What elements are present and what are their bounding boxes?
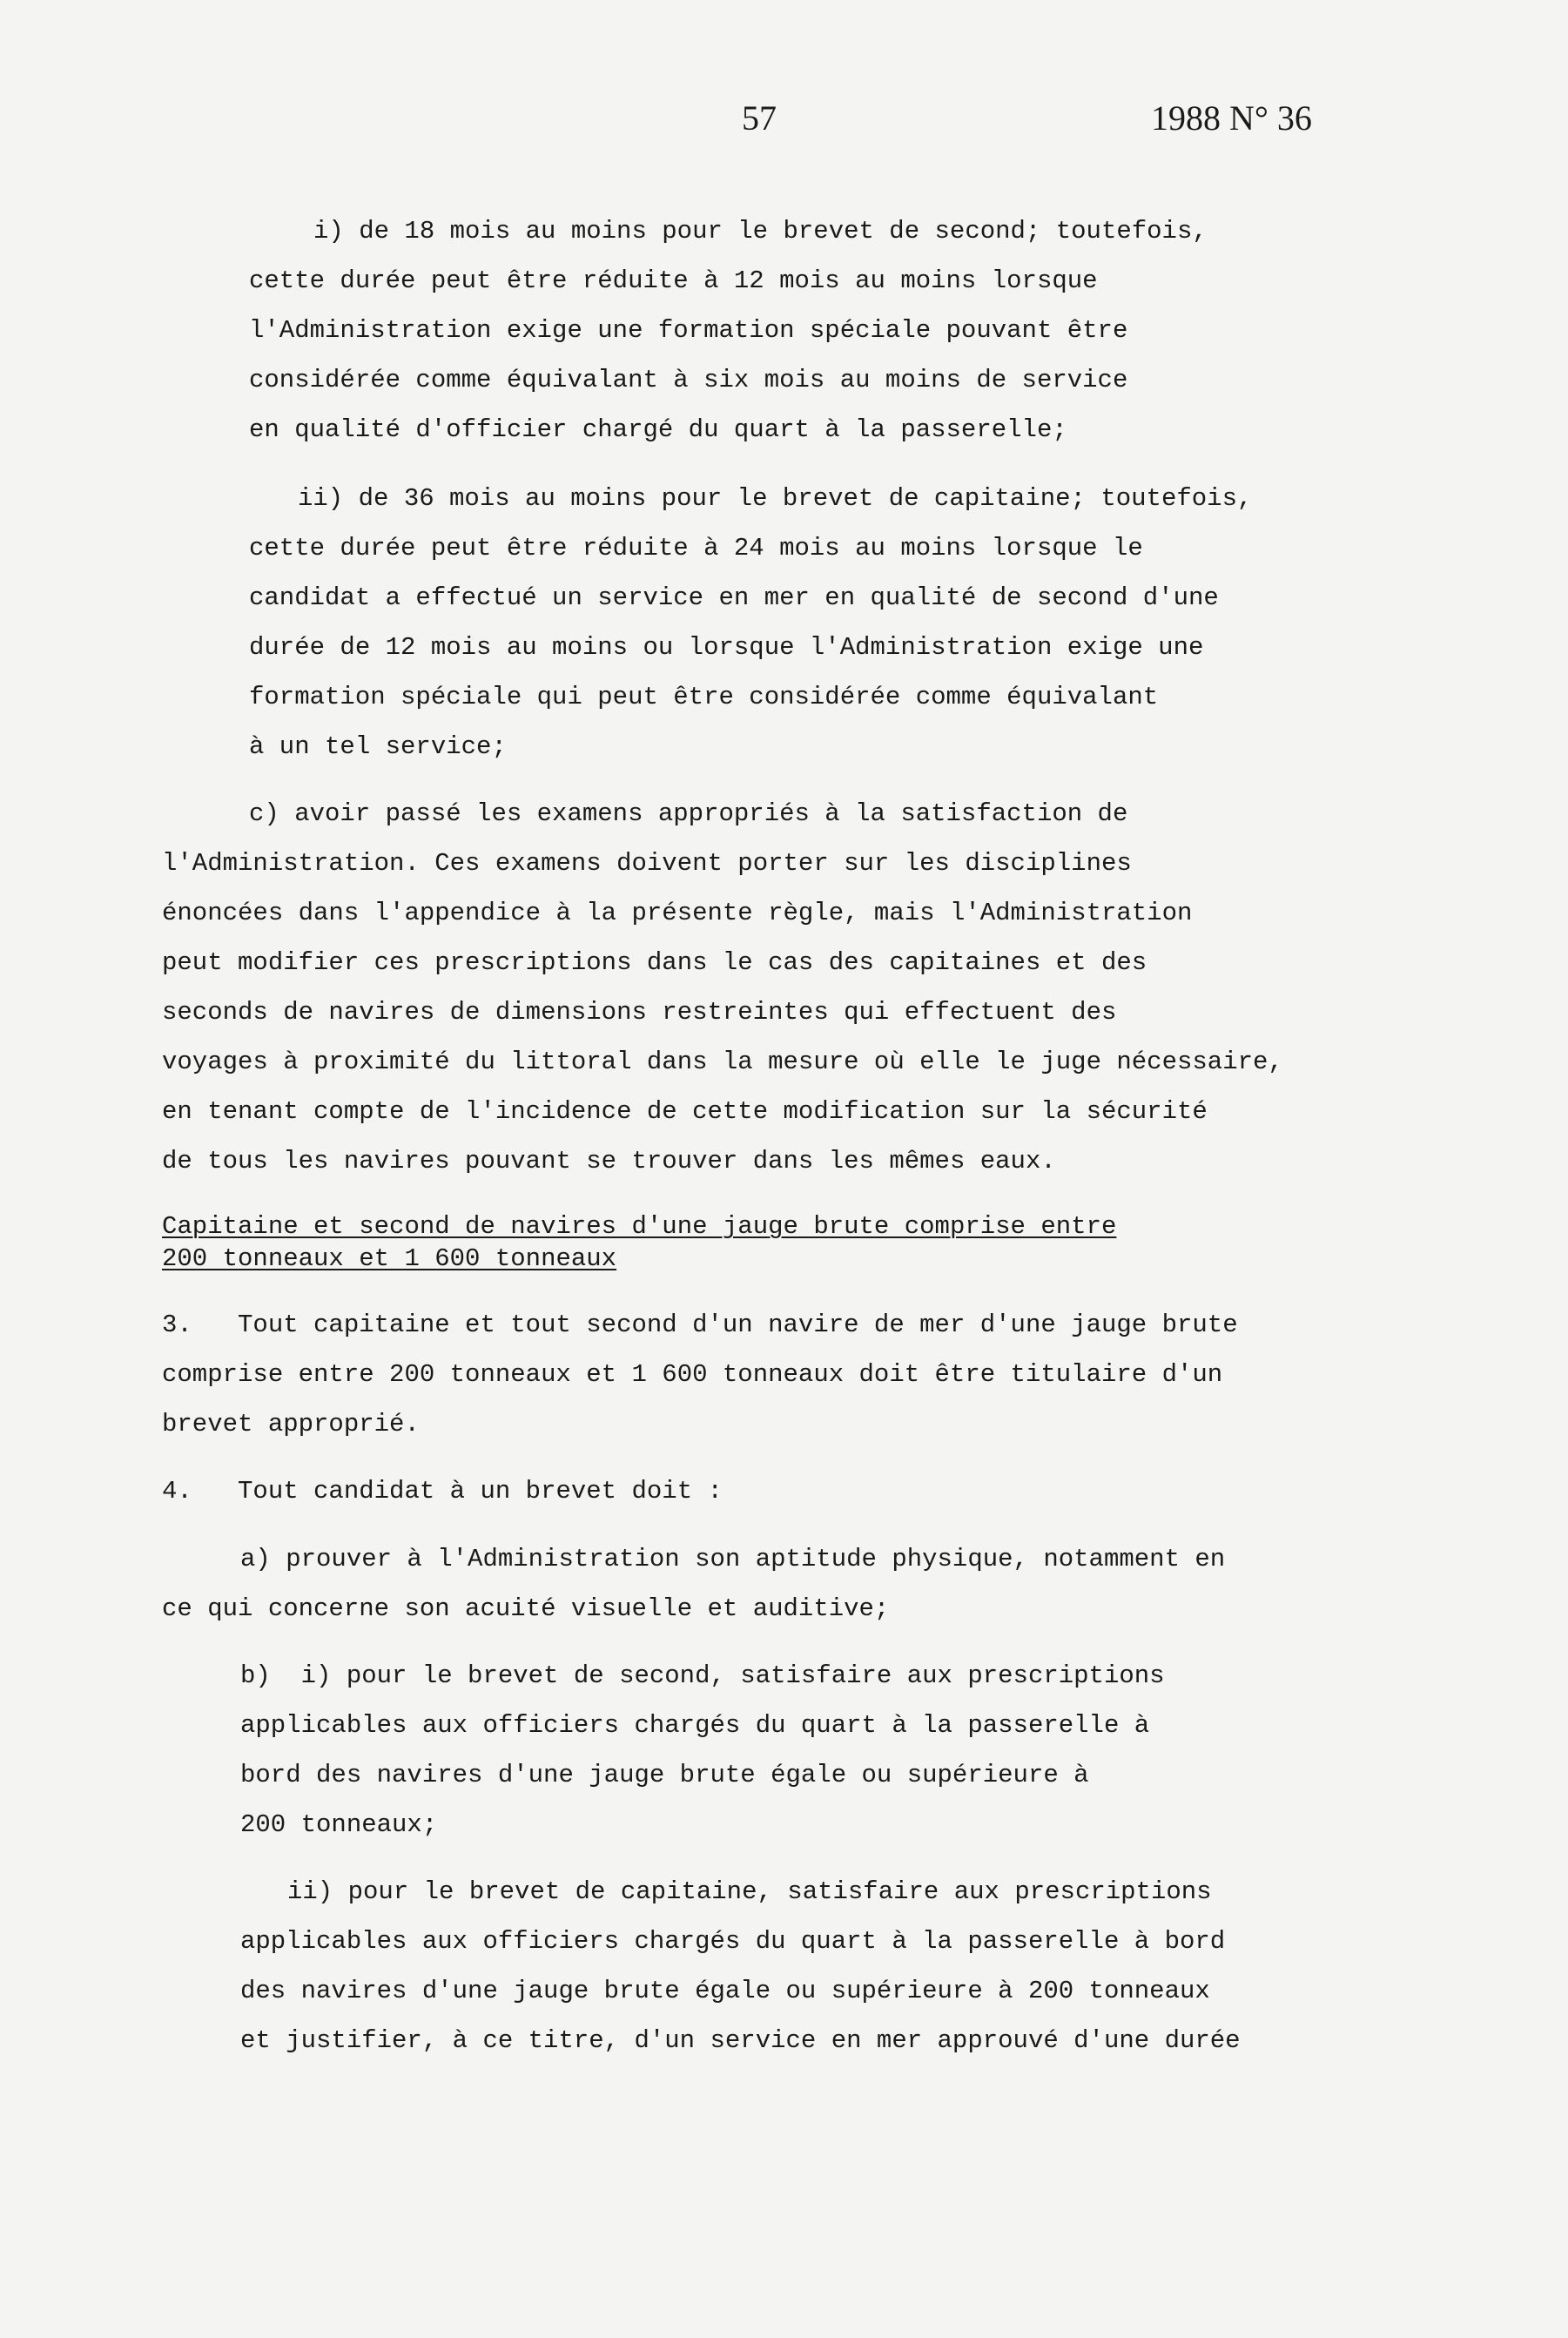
section-heading: Capitaine et second de navires d'une jauge brute comprise entre: [162, 1212, 1117, 1241]
text-line: voyages à proximité du littoral dans la mesure où elle le juge nécessaire,: [162, 1048, 1283, 1076]
text-line: cette durée peut être réduite à 24 mois au moins lorsque le: [249, 534, 1143, 563]
text-line: applicables aux officiers chargés du quart à la passerelle à bord: [240, 1927, 1226, 1956]
text-line: l'Administration. Ces examens doivent porter sur les disciplines: [162, 849, 1132, 878]
text-line: l'Administration exige une formation spéciale pouvant être: [249, 316, 1128, 345]
text-line: de tous les navires pouvant se trouver dans les mêmes eaux.: [162, 1147, 1056, 1176]
text-line: candidat a effectué un service en mer en qualité de second d'une: [249, 583, 1219, 612]
text-line: b) i) pour le brevet de second, satisfaire aux prescriptions: [240, 1661, 1165, 1690]
text-line: ii) pour le brevet de capitaine, satisfaire aux prescriptions: [287, 1877, 1212, 1906]
text-line: brevet approprié.: [162, 1410, 420, 1439]
text-line: bord des navires d'une jauge brute égale ou supérieure à: [240, 1761, 1089, 1789]
text-line: des navires d'une jauge brute égale ou supérieure à 200 tonneaux: [240, 1977, 1210, 2005]
text-line: c) avoir passé les examens appropriés à la satisfaction de: [249, 799, 1128, 828]
text-line: durée de 12 mois au moins ou lorsque l'Administration exige une: [249, 633, 1204, 662]
text-line: considérée comme équivalant à six mois au moins de service: [249, 366, 1128, 394]
text-line: 4. Tout candidat à un brevet doit :: [162, 1477, 723, 1506]
page-header: [0, 98, 1568, 150]
text-line: cette durée peut être réduite à 12 mois au moins lorsque: [249, 266, 1098, 295]
page-number: 57: [742, 98, 777, 138]
text-line: 200 tonneaux;: [240, 1810, 438, 1839]
text-line: applicables aux officiers chargés du quart à la passerelle à: [240, 1711, 1150, 1740]
text-line: formation spéciale qui peut être considérée comme équivalant: [249, 683, 1159, 711]
text-line: 3. Tout capitaine et tout second d'un navire de mer d'une jauge brute: [162, 1310, 1238, 1339]
section-heading: 200 tonneaux et 1 600 tonneaux: [162, 1244, 617, 1273]
text-line: seconds de navires de dimensions restreintes qui effectuent des: [162, 998, 1117, 1027]
document-reference: 1988 N° 36: [1151, 98, 1312, 138]
text-line: énoncées dans l'appendice à la présente règle, mais l'Administration: [162, 899, 1193, 927]
text-line: en tenant compte de l'incidence de cette modification sur la sécurité: [162, 1097, 1208, 1126]
text-line: à un tel service;: [249, 732, 507, 761]
text-line: ce qui concerne son acuité visuelle et auditive;: [162, 1594, 890, 1623]
text-line: i) de 18 mois au moins pour le brevet de second; toutefois,: [313, 217, 1208, 246]
text-line: en qualité d'officier chargé du quart à la passerelle;: [249, 415, 1067, 444]
text-line: et justifier, à ce titre, d'un service en mer approuvé d'une durée: [240, 2026, 1241, 2055]
text-line: comprise entre 200 tonneaux et 1 600 tonneaux doit être titulaire d'un: [162, 1360, 1223, 1389]
text-line: peut modifier ces prescriptions dans le cas des capitaines et des: [162, 948, 1147, 977]
text-line: a) prouver à l'Administration son aptitude physique, notamment en: [240, 1545, 1226, 1573]
text-line: ii) de 36 mois au moins pour le brevet de capitaine; toutefois,: [298, 484, 1253, 513]
